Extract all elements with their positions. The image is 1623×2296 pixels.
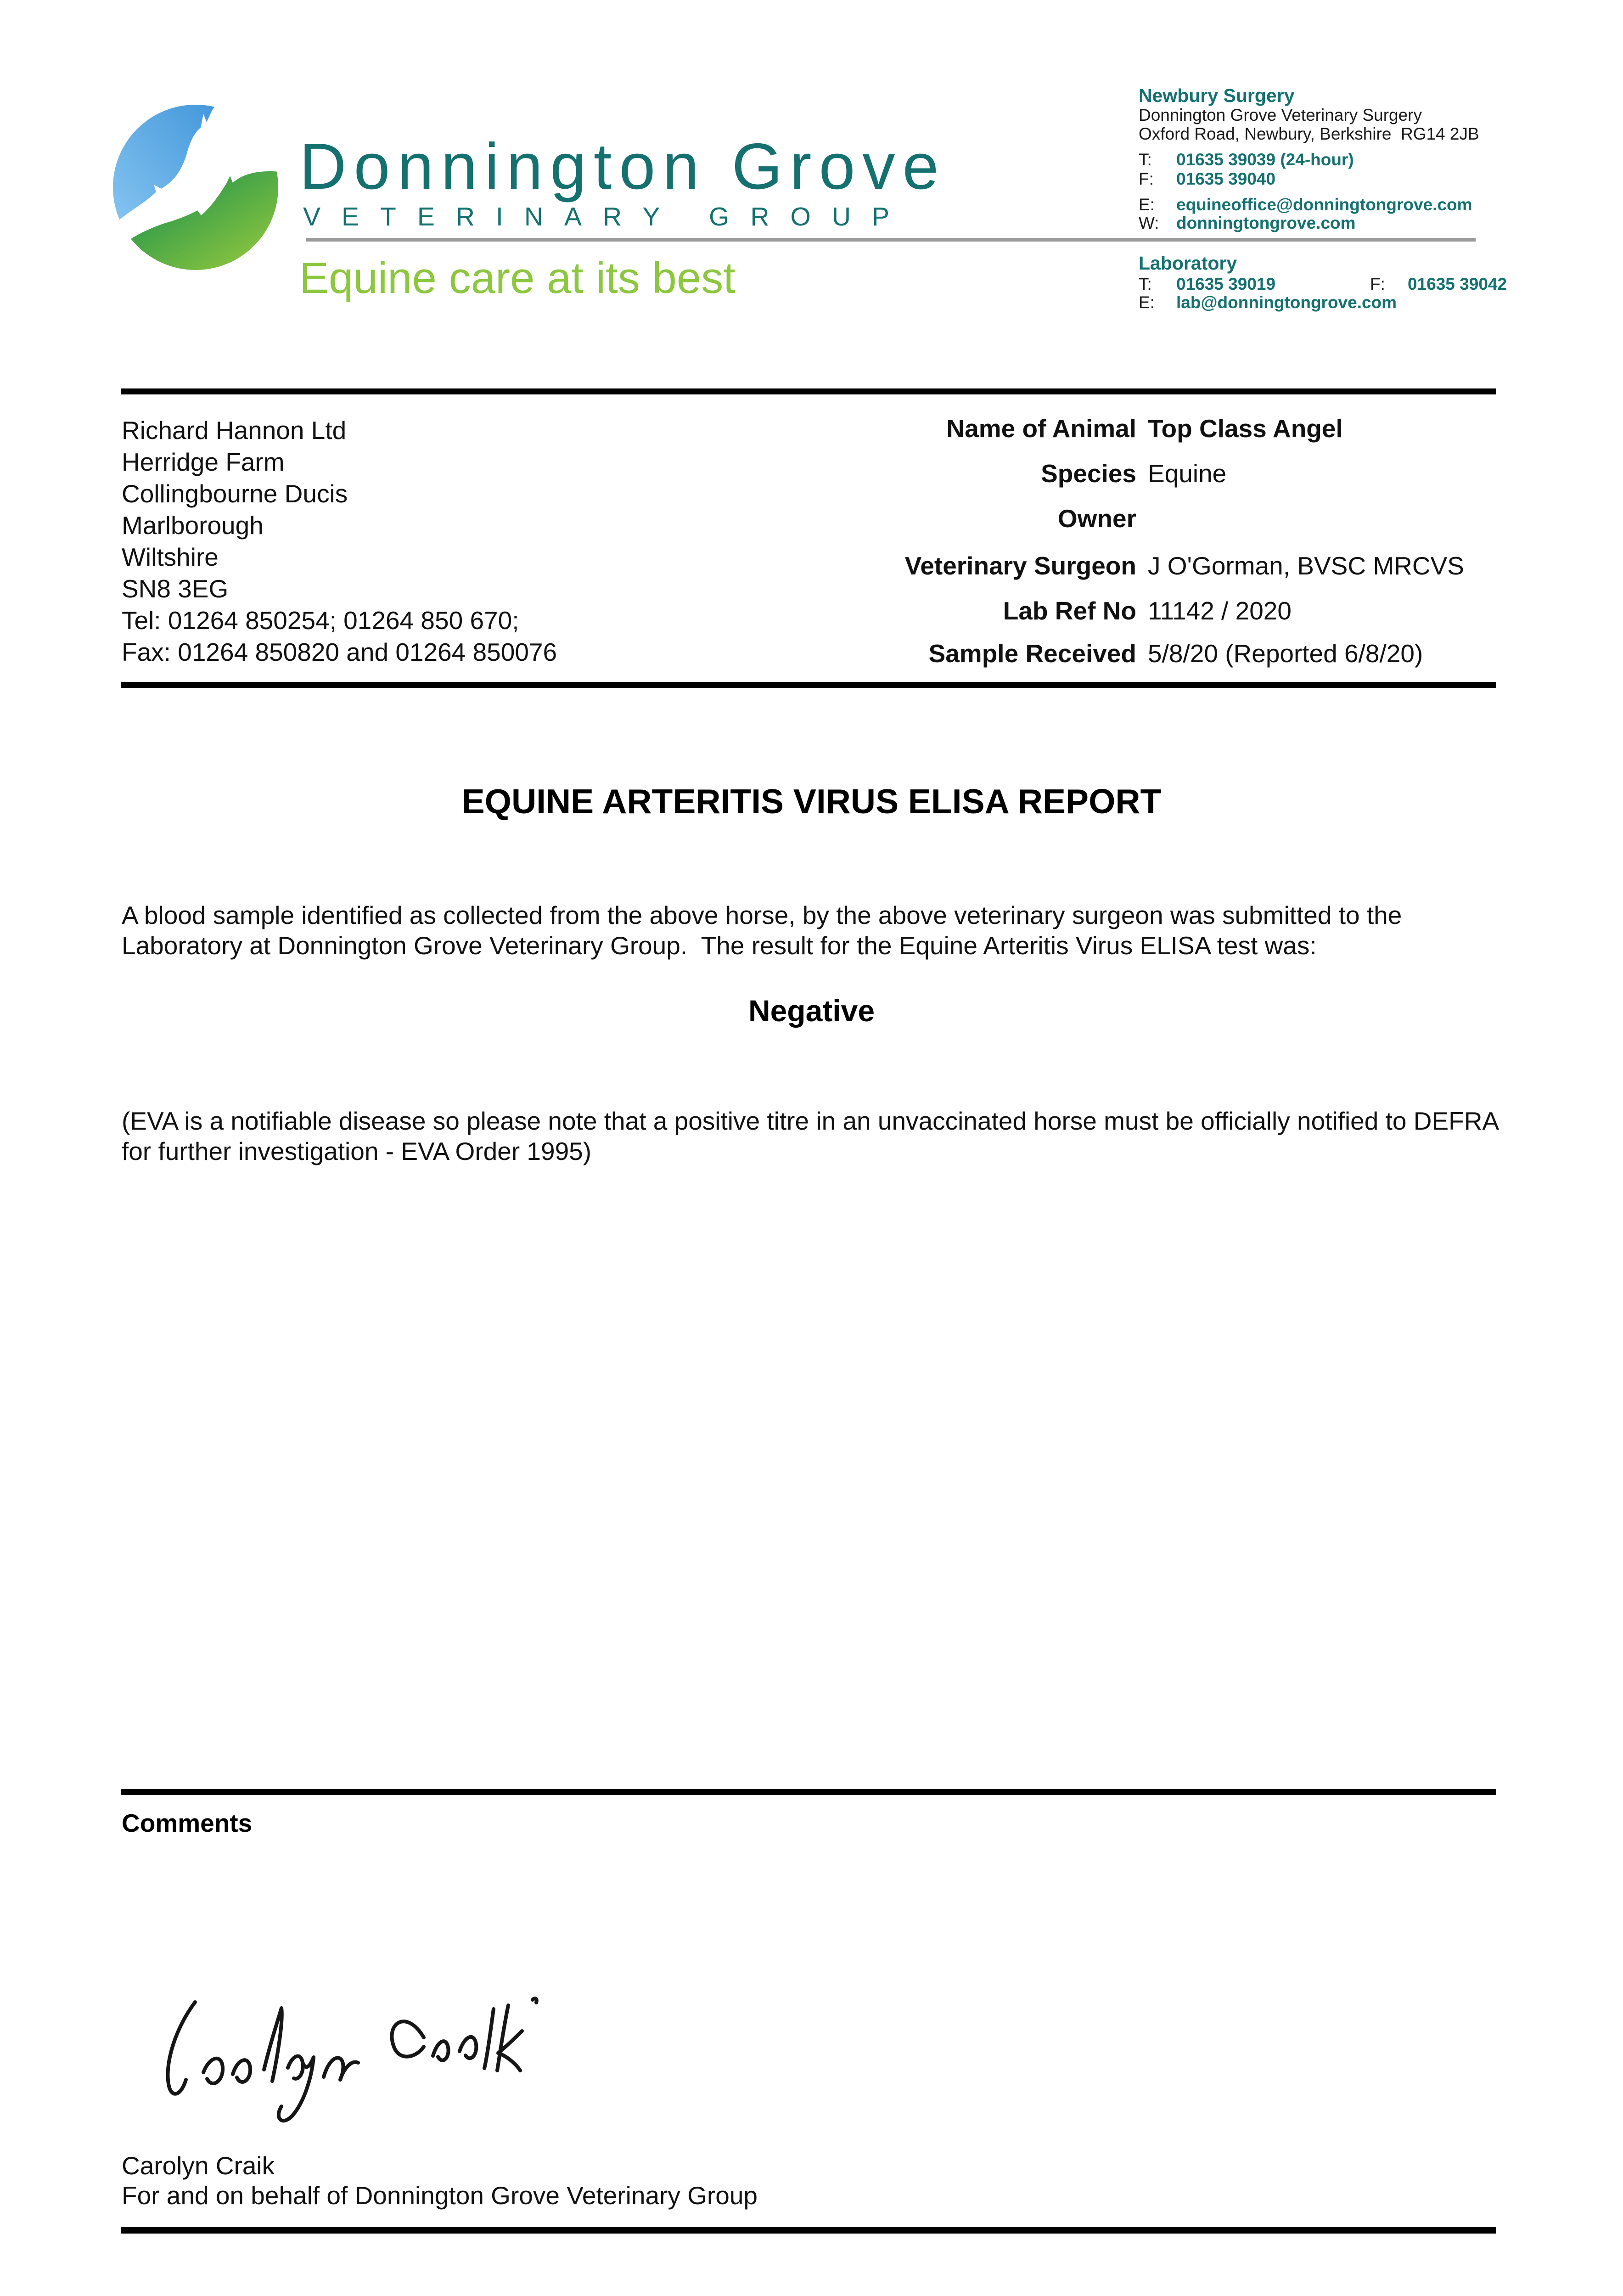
report-title: EQUINE ARTERITIS VIRUS ELISA REPORT — [461, 782, 1162, 821]
detail-label: Lab Ref No — [1003, 597, 1136, 625]
comments-rule — [121, 1789, 1496, 1795]
newbury-address-line1: Donnington Grove Veterinary Surgery — [1139, 106, 1422, 124]
addressee-line: SN8 3EG — [122, 574, 229, 603]
details-bottom-rule — [121, 682, 1496, 688]
laboratory-phone-fax-row — [1139, 274, 1507, 294]
newbury-web-row — [1139, 213, 1356, 233]
detail-label: Owner — [1057, 504, 1136, 533]
detail-row-lab-ref-no — [0, 596, 1623, 626]
web-label: W: — [1139, 214, 1159, 232]
phone-label: T: — [1139, 150, 1152, 169]
brand-subtitle: VETERINARY GROUP — [303, 202, 911, 231]
newbury-email-row — [1139, 195, 1472, 215]
detail-row-name-of-animal — [0, 413, 1623, 444]
comments-heading: Comments — [122, 1809, 253, 1837]
newbury-phone-row — [1139, 150, 1354, 170]
lab-email-label: E: — [1139, 293, 1155, 312]
report-result: Negative — [748, 994, 875, 1028]
footer-rule — [121, 2227, 1496, 2234]
fax-value: 01635 39040 — [1176, 169, 1276, 188]
addressee-line: Herridge Farm — [122, 448, 285, 476]
lab-fax-value: 01635 39042 — [1408, 275, 1507, 293]
newbury-fax-row — [1139, 169, 1275, 189]
addressee-block — [122, 415, 557, 668]
addressee-line: Wiltshire — [122, 543, 219, 571]
detail-row-owner — [0, 503, 1623, 534]
report-intro-paragraph: A blood sample identified as collected from the above horse, by the above veterinary surgeon was submitted to the Laboratory at Donnington Grove Veterinary Group. The result for the Equine Arteritis Virus ELISA test was: — [122, 901, 1402, 960]
newbury-address-line2: Oxford Road, Newbury, Berkshire RG14 2JB — [1139, 124, 1479, 143]
detail-value: 11142 / 2020 — [1148, 597, 1292, 625]
fax-label: F: — [1139, 169, 1154, 188]
addressee-line: Richard Hannon Ltd — [122, 416, 347, 445]
top-rule — [121, 388, 1496, 394]
detail-label: Veterinary Surgeon — [904, 551, 1136, 580]
detail-value: Equine — [1148, 459, 1227, 488]
eva-notice-paragraph: (EVA is a notifiable disease so please note that a positive titre in an unvaccinated horse must be officially notified to DEFRA for further investigation - EVA Order 1995) — [122, 1107, 1498, 1165]
detail-label: Sample Received — [928, 639, 1136, 668]
email-value: equineoffice@donningtongrove.com — [1176, 195, 1472, 214]
phone-value: 01635 39039 (24-hour) — [1176, 150, 1354, 169]
lab-fax-label: F: — [1370, 275, 1385, 293]
detail-value: J O'Gorman, BVSC MRCVS — [1148, 551, 1464, 580]
detail-label: Species — [1041, 459, 1136, 488]
signature-image — [126, 1981, 709, 2124]
web-value: donningtongrove.com — [1176, 214, 1356, 232]
email-label: E: — [1139, 195, 1155, 214]
detail-value: Top Class Angel — [1148, 414, 1343, 443]
detail-label: Name of Animal — [946, 414, 1136, 443]
addressee-line: Collingbourne Ducis — [122, 479, 348, 508]
signatory-name: Carolyn Craik — [122, 2151, 275, 2180]
detail-row-sample-received — [0, 638, 1623, 669]
signatory-on-behalf: For and on behalf of Donnington Grove Veterinary Group — [122, 2181, 758, 2210]
addressee-line: Tel: 01264 850254; 01264 850 670; — [122, 606, 519, 635]
addressee-line: Marlborough — [122, 511, 264, 540]
lab-phone-value: 01635 39019 — [1176, 275, 1276, 293]
horse-circle-logo-icon — [112, 104, 279, 271]
brand-tagline: Equine care at its best — [299, 253, 736, 303]
brand-wordmark: Donnington Grove — [299, 130, 946, 203]
laboratory-title: Laboratory — [1139, 253, 1237, 274]
detail-row-species — [0, 458, 1623, 489]
detail-row-veterinary-surgeon — [0, 551, 1623, 581]
addressee-line: Fax: 01264 850820 and 01264 850076 — [122, 638, 557, 666]
lab-email-value: lab@donningtongrove.com — [1176, 293, 1397, 312]
header-divider — [306, 238, 1476, 242]
detail-value: 5/8/20 (Reported 6/8/20) — [1148, 639, 1423, 668]
newbury-surgery-title: Newbury Surgery — [1139, 85, 1295, 106]
laboratory-email-row — [1139, 293, 1397, 313]
lab-phone-label: T: — [1139, 275, 1152, 293]
